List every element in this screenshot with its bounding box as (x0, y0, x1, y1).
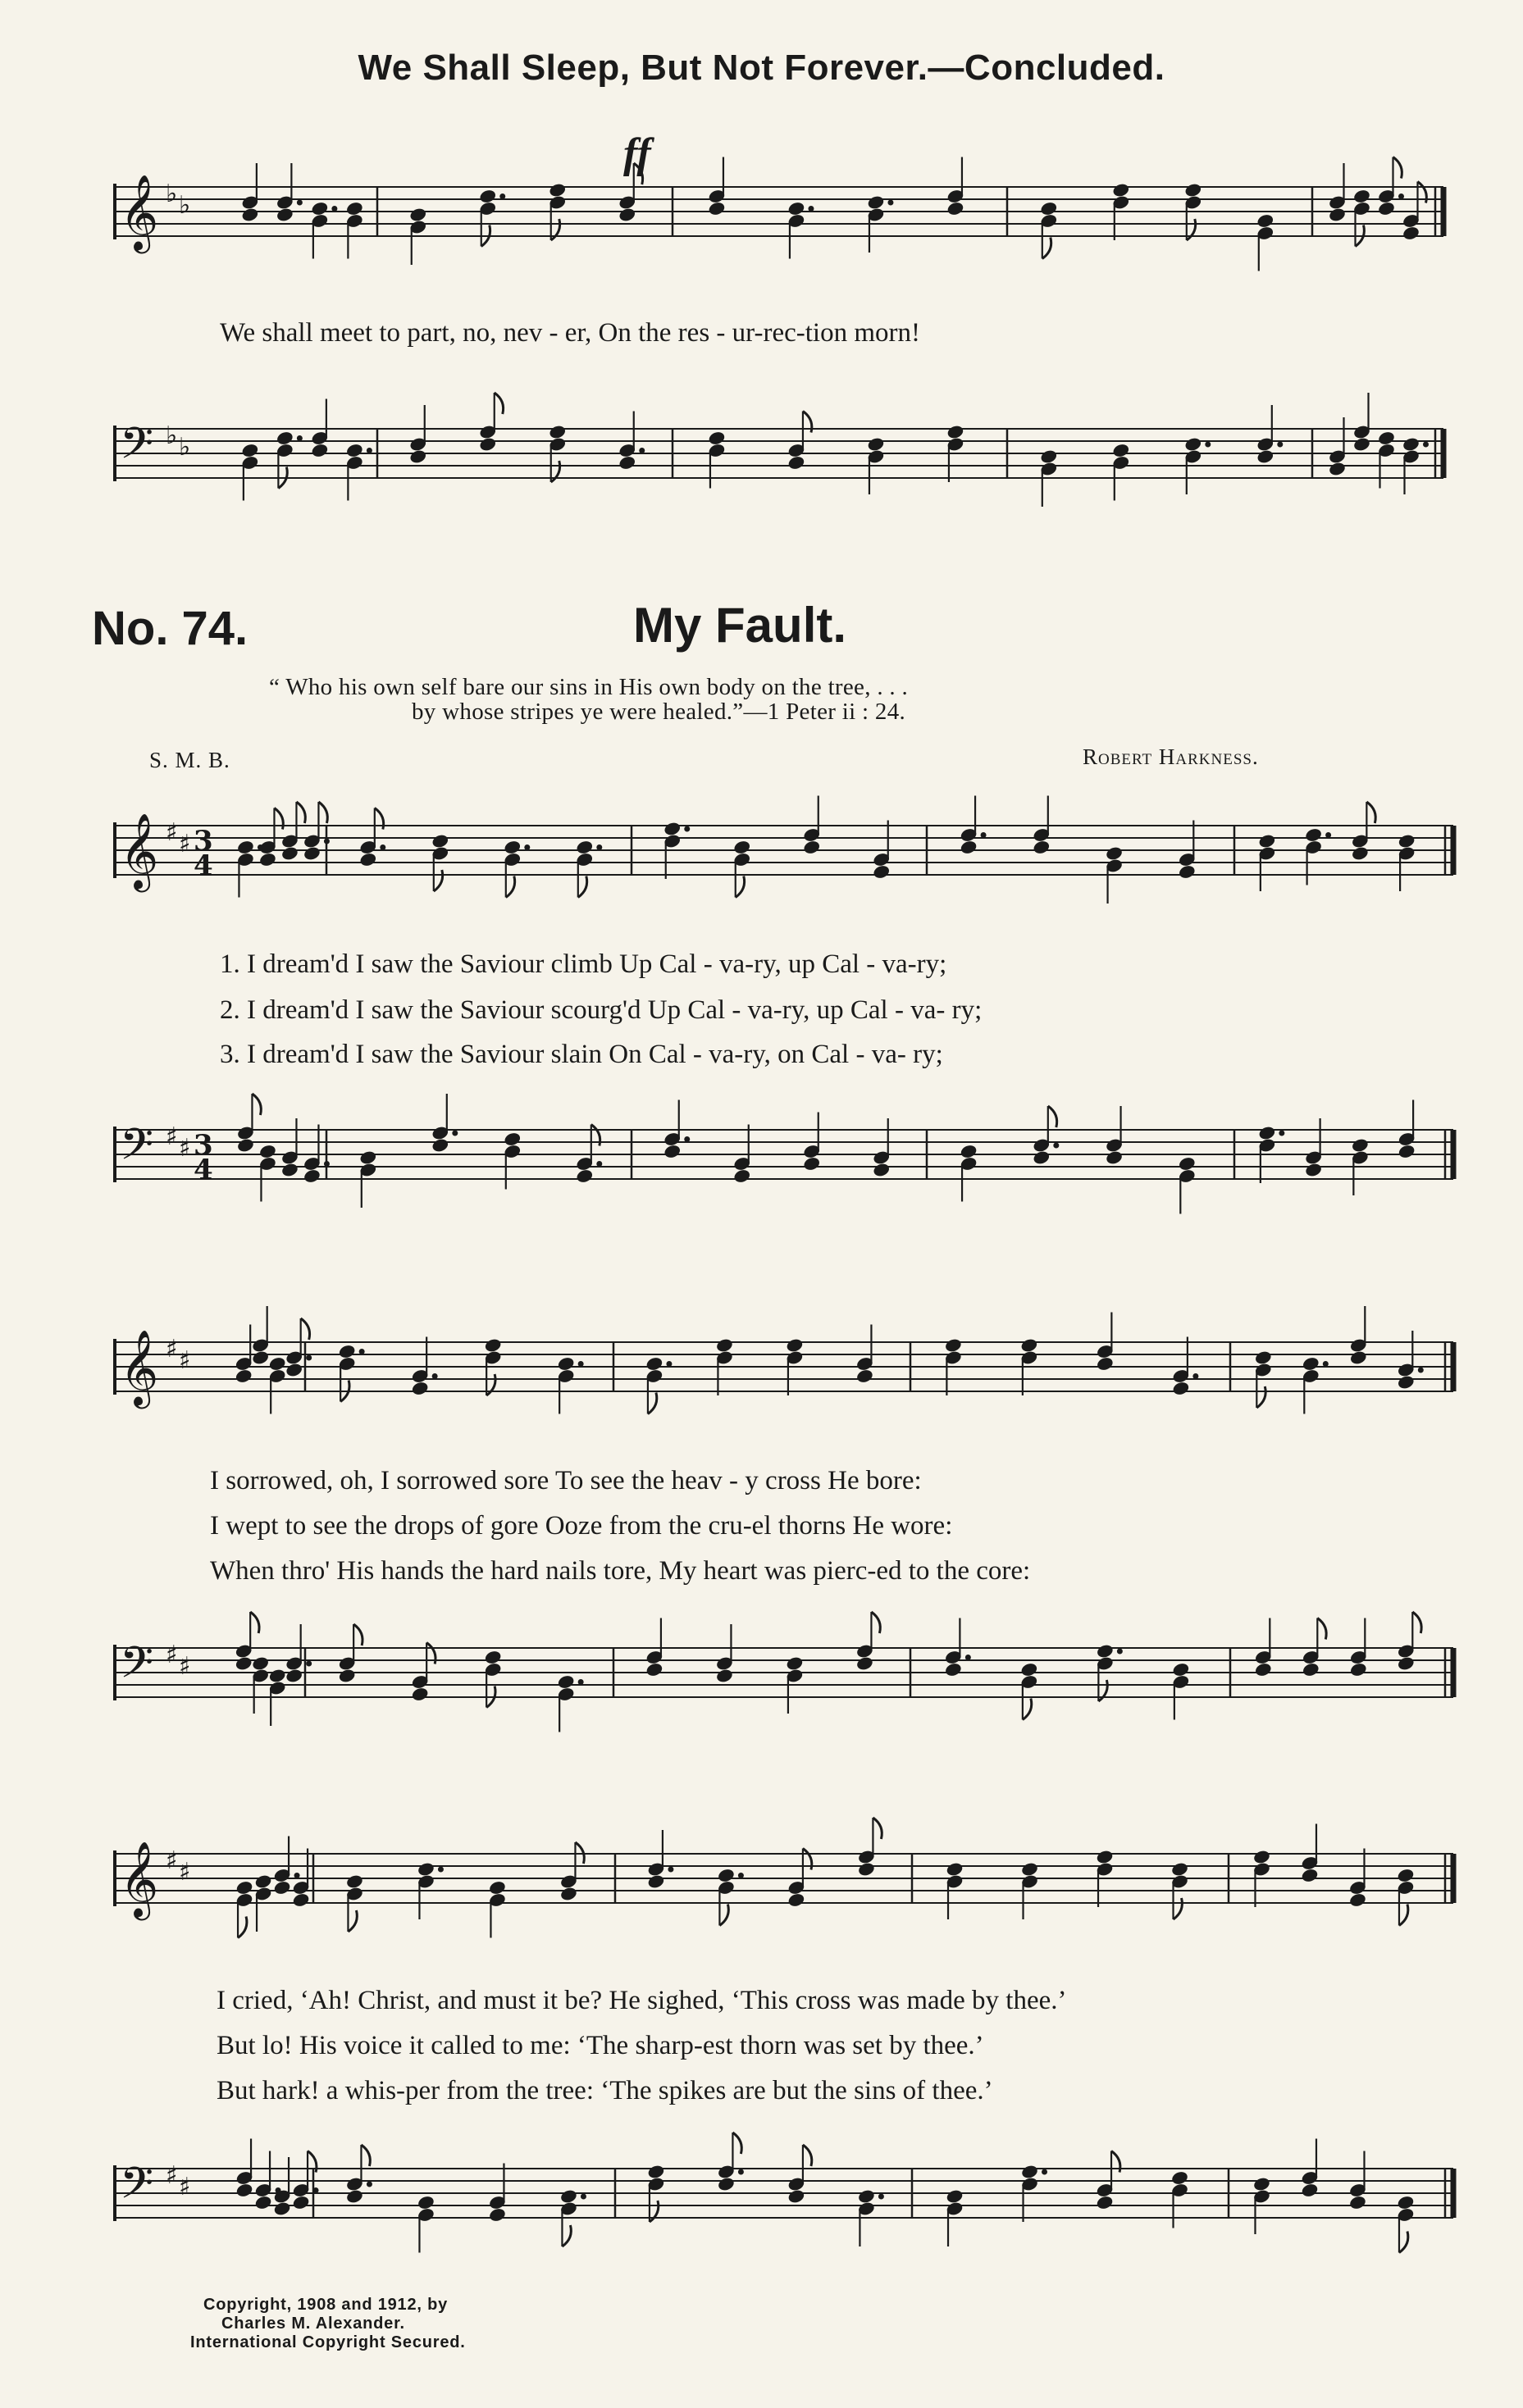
svg-text:𝄞: 𝄞 (120, 174, 159, 250)
concluded-lyric: We shall meet to part, no, nev - er, On the res - ur-rec-tion morn! (220, 318, 920, 348)
verse-line: I wept to see the drops of gore Ooze from the cru-el thorns He wore: (210, 1511, 953, 1541)
copyright-line-3: International Copyright Secured. (190, 2333, 466, 2351)
svg-text:𝄢: 𝄢 (120, 419, 154, 480)
svg-text:♯: ♯ (179, 1346, 191, 1375)
hymn-number: No. 74. (92, 602, 249, 655)
svg-text:𝄞: 𝄞 (120, 813, 159, 889)
svg-text:♭: ♭ (179, 433, 191, 462)
svg-text:3: 3 (194, 1129, 213, 1162)
svg-text:♯: ♯ (166, 2161, 178, 2190)
copyright-line-2: Charles M. Alexander. (221, 2315, 405, 2333)
svg-text:𝄞: 𝄞 (120, 1329, 159, 1405)
verse-line: I sorrowed, oh, I sorrowed sore To see the heav - y cross He bore: (210, 1466, 922, 1495)
epigraph-line-1: “ Who his own self bare our sins in His own body on the tree, . . . (269, 674, 909, 700)
verse-line: 3. I dream'd I saw the Saviour slain On Cal - va-ry, on Cal - va- ry; (220, 1040, 943, 1069)
words-credit: S. M. B. (149, 748, 230, 772)
music-credit: Robert Harkness. (1083, 744, 1259, 769)
svg-text:♭: ♭ (166, 180, 178, 208)
dynamic-mark: ff (623, 130, 651, 177)
svg-text:𝄢: 𝄢 (120, 1120, 154, 1181)
svg-text:♭: ♭ (166, 421, 178, 450)
verse-line: I cried, ‘Ah! Christ, and must it be? He sighed, ‘This cross was made by thee.’ (217, 1986, 1067, 2015)
svg-text:♯: ♯ (166, 1846, 178, 1875)
svg-text:4: 4 (194, 1154, 213, 1186)
svg-text:♯: ♯ (179, 1652, 191, 1681)
verse-line: But lo! His voice it called to me: ‘The sharp-est thorn was set by thee.’ (217, 2031, 984, 2060)
svg-text:♯: ♯ (179, 1134, 191, 1163)
copyright-line-1: Copyright, 1908 and 1912, by (203, 2296, 449, 2314)
page-header: We Shall Sleep, But Not Forever.—Concluded. (358, 48, 1165, 88)
hymn-title: My Fault. (633, 598, 847, 653)
svg-text:𝄢: 𝄢 (120, 1638, 154, 1699)
svg-text:♯: ♯ (166, 1641, 178, 1669)
svg-text:♯: ♯ (179, 830, 191, 858)
epigraph-line-2: by whose stripes ye were healed.”—1 Peter ii : 24. (412, 699, 906, 725)
verse-line: When thro' His hands the hard nails tore, My heart was pierc-ed to the core: (210, 1556, 1031, 1586)
svg-text:♭: ♭ (179, 191, 191, 220)
svg-text:3: 3 (194, 825, 213, 858)
svg-text:♯: ♯ (166, 1122, 178, 1151)
svg-text:♯: ♯ (179, 1858, 191, 1887)
svg-text:♯: ♯ (166, 818, 178, 847)
svg-text:𝄞: 𝄞 (120, 1841, 159, 1917)
verse-line: But hark! a whis-per from the tree: ‘The spikes are but the sins of thee.’ (217, 2076, 993, 2105)
verse-line: 2. I dream'd I saw the Saviour scourg'd Up Cal - va-ry, up Cal - va- ry; (220, 995, 983, 1025)
svg-text:𝄢: 𝄢 (120, 2159, 154, 2219)
svg-text:4: 4 (194, 849, 213, 882)
verse-line: 1. I dream'd I saw the Saviour climb Up Cal - va-ry, up Cal - va-ry; (220, 949, 947, 979)
svg-text:♯: ♯ (179, 2173, 191, 2201)
svg-text:♯: ♯ (166, 1335, 178, 1363)
